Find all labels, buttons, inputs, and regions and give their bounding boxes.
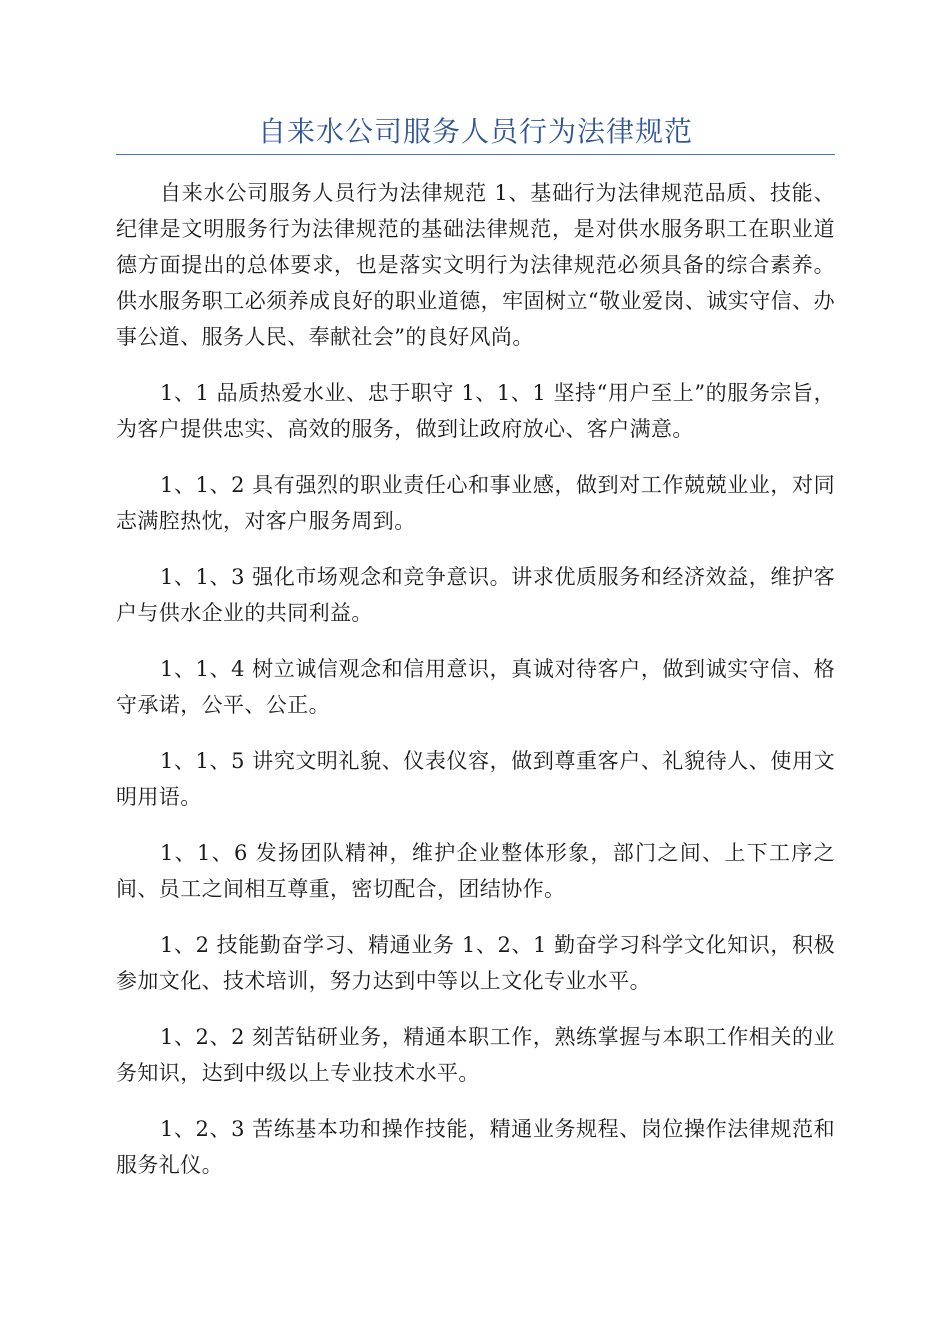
paragraph: 1、2、3 苦练基本功和操作技能，精通业务规程、岗位操作法律规范和服务礼仪。 — [116, 1117, 835, 1177]
paragraph: 1、1、3 强化市场观念和竞争意识。讲求优质服务和经济效益，维护客户与供水企业的共同利益。 — [116, 565, 835, 625]
document-body — [116, 175, 835, 1203]
document-title: 自来水公司服务人员行为法律规范 — [257, 115, 693, 148]
paragraph: 1、1、4 树立诚信观念和信用意识，真诚对待客户，做到诚实守信、格守承诺，公平、公正。 — [116, 657, 835, 717]
paragraph: 1、1、5 讲究文明礼貌、仪表仪容，做到尊重客户、礼貌待人、使用文明用语。 — [116, 749, 835, 809]
paragraph: 1、1 品质热爱水业、忠于职守 1、1、1 坚持“用户至上”的服务宗旨，为客户提供忠实、高效的服务，做到让政府放心、客户满意。 — [116, 381, 835, 441]
paragraph: 1、1、6 发扬团队精神，维护企业整体形象，部门之间、上下工序之间、员工之间相互尊重，密切配合，团结协作。 — [116, 841, 835, 901]
paragraph: 自来水公司服务人员行为法律规范 1、基础行为法律规范品质、技能、纪律是文明服务行为法律规范的基础法律规范，是对供水服务职工在职业道德方面提出的总体要求，也是落实文明行为法律规范必须具备的综合素养。供水服务职工必须养成良好的职业道德，牢固树立“敬业爱岗、诚实守信、办事公道、服务人民、奉献社会”的良好风尚。 — [116, 181, 835, 349]
paragraph: 1、2、2 刻苦钻研业务，精通本职工作，熟练掌握与本职工作相关的业务知识，达到中级以上专业技术水平。 — [116, 1025, 835, 1085]
title-underline — [116, 154, 835, 155]
paragraph: 1、1、2 具有强烈的职业责任心和事业感，做到对工作兢兢业业，对同志满腔热忱，对客户服务周到。 — [116, 473, 835, 533]
paragraph: 1、2 技能勤奋学习、精通业务 1、2、1 勤奋学习科学文化知识，积极参加文化、技术培训，努力达到中等以上文化专业水平。 — [116, 933, 835, 993]
